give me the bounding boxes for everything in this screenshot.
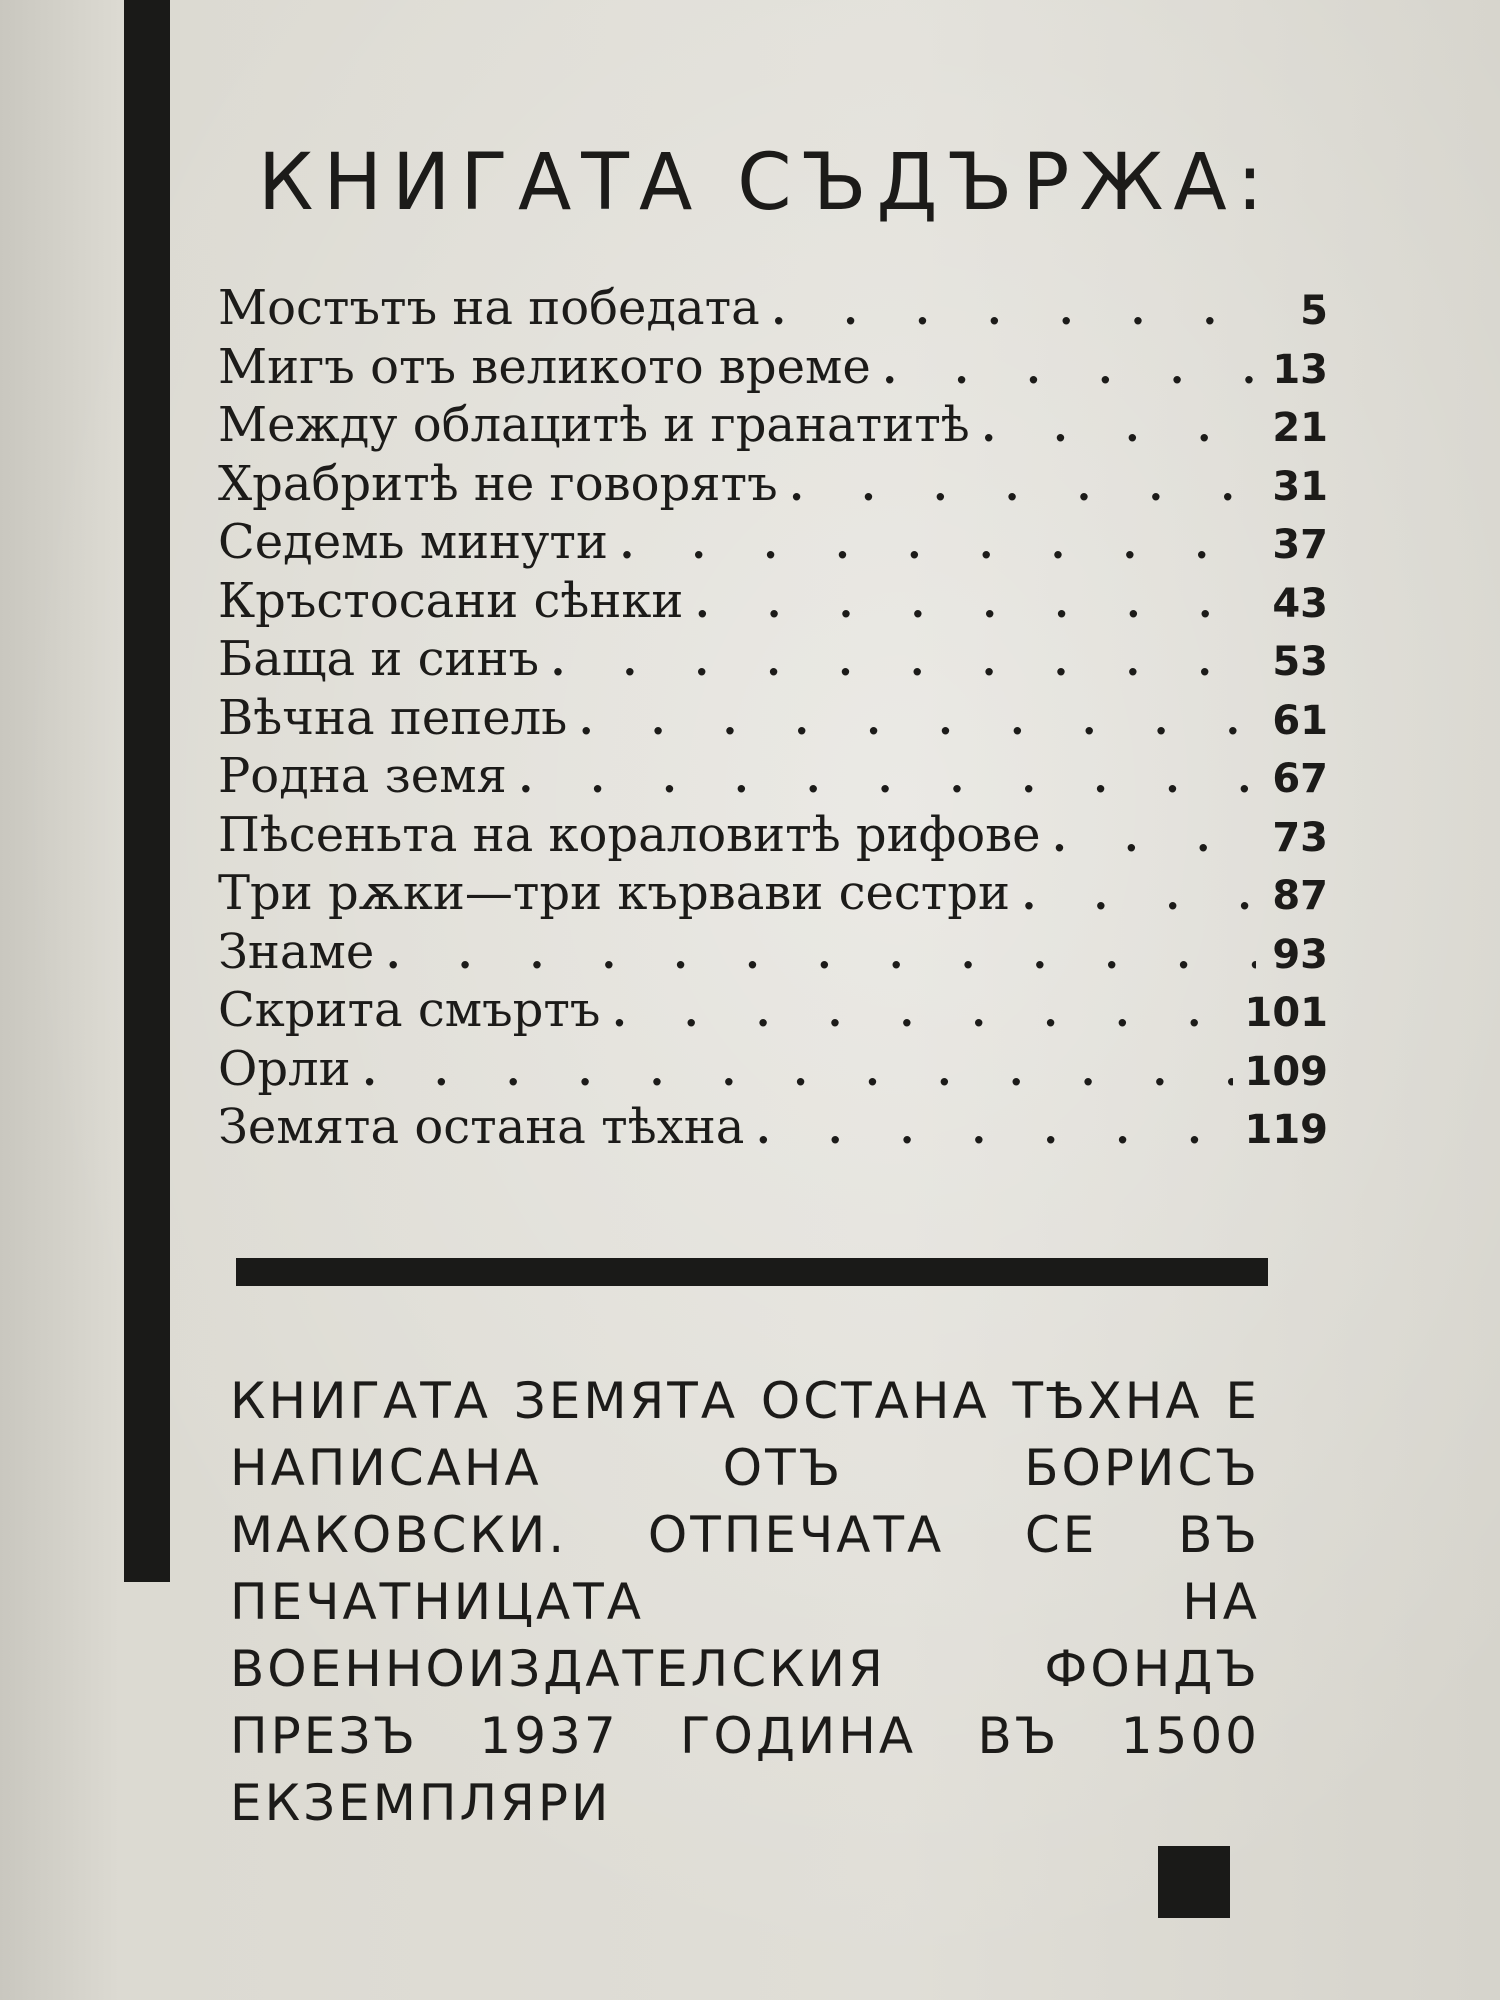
toc-leader-dots	[579, 697, 1256, 744]
toc-entry-page-number: 93	[1272, 931, 1328, 978]
toc-entry	[218, 748, 1328, 807]
toc-entry	[218, 280, 1328, 339]
toc-leader-dots	[386, 931, 1256, 978]
toc-entry-title: Земята остана тѣхна	[218, 1099, 745, 1155]
toc-entry-page-number: 43	[1272, 580, 1328, 627]
toc-entry-title: Пѣсеньта на кораловитѣ рифове	[218, 806, 1041, 863]
toc-leader-dots	[982, 404, 1256, 451]
toc-entry	[218, 1099, 1328, 1158]
toc-entry-title: Скрита смъртъ	[218, 982, 601, 1038]
toc-leader-dots	[519, 755, 1256, 802]
toc-entry-title: Мигъ отъ великото време	[218, 338, 871, 395]
toc-entry	[218, 690, 1328, 749]
toc-entry-title: Баща и синъ	[218, 631, 540, 687]
toc-entry	[218, 456, 1328, 515]
toc-entry-page-number: 87	[1272, 873, 1328, 919]
toc-entry	[218, 573, 1328, 632]
toc-leader-dots	[1053, 814, 1256, 861]
toc-entry-page-number: 61	[1272, 697, 1328, 744]
vertical-rule	[124, 0, 170, 1582]
toc-entry	[218, 982, 1328, 1041]
toc-entry-title: Орли	[218, 1040, 351, 1097]
horizontal-rule	[236, 1258, 1268, 1286]
toc-entry	[218, 807, 1328, 866]
toc-entry-title: Родна земя	[218, 748, 507, 804]
toc-leader-dots	[551, 638, 1256, 685]
toc-entry	[218, 865, 1328, 924]
toc-entry	[218, 631, 1328, 690]
toc-entry-title: Кръстосани сѣнки	[218, 572, 684, 629]
toc-leader-dots	[695, 580, 1256, 627]
toc-leader-dots	[883, 346, 1256, 393]
table-of-contents	[218, 280, 1328, 1158]
toc-entry-title: Знаме	[218, 923, 375, 980]
toc-entry-page-number: 101	[1244, 990, 1328, 1036]
toc-leader-dots	[790, 463, 1256, 510]
toc-entry-page-number: 13	[1272, 346, 1328, 393]
toc-leader-dots	[772, 287, 1256, 334]
toc-leader-dots	[756, 1106, 1232, 1153]
toc-entry-title: Храбритѣ не говорятъ	[218, 455, 778, 512]
printer-mark-square	[1158, 1846, 1230, 1918]
toc-entry-page-number: 53	[1272, 639, 1328, 685]
toc-entry-page-number: 37	[1272, 522, 1328, 568]
toc-entry-page-number: 67	[1272, 756, 1328, 802]
toc-leader-dots	[620, 521, 1256, 568]
toc-entry-title: Вѣчна пепель	[218, 689, 568, 746]
colophon: КНИГАТА ЗЕМЯТА ОСТАНА ТѢХНА Е НАПИСАНА ОТЪ БОРИСЪ МАКОВСКИ. ОТПЕЧАТА СЕ ВЪ ПЕЧАТНИЦАТА НА ВОЕННОИЗДАТЕЛСКИЯ ФОНДЪ ПРЕЗЪ 1937 ГОДИНА ВЪ 1500 ЕКЗЕМПЛЯРИ	[230, 1372, 1260, 1832]
toc-entry-page-number: 109	[1244, 1048, 1328, 1095]
toc-leader-dots	[1022, 872, 1256, 919]
toc-entry-page-number: 31	[1272, 463, 1328, 510]
toc-entry-page-number: 119	[1244, 1107, 1328, 1153]
toc-entry-title: Седемь минути	[218, 514, 608, 570]
toc-entry-page-number: 5	[1300, 288, 1328, 334]
toc-entry	[218, 1041, 1328, 1100]
toc-entry-title: Мостътъ на победата	[218, 280, 760, 336]
toc-entry-page-number: 21	[1272, 405, 1328, 451]
toc-entry-page-number: 73	[1272, 814, 1328, 861]
toc-entry	[218, 397, 1328, 456]
contents-heading: КНИГАТА СЪДЪРЖА:	[258, 138, 1274, 228]
toc-entry-title: Три рѫки—три кървави сестри	[218, 865, 1011, 921]
toc-entry	[218, 514, 1328, 573]
toc-leader-dots	[612, 989, 1232, 1036]
toc-entry	[218, 339, 1328, 398]
toc-leader-dots	[363, 1048, 1233, 1095]
toc-entry	[218, 924, 1328, 983]
toc-entry-title: Между облацитѣ и гранатитѣ	[218, 397, 970, 453]
